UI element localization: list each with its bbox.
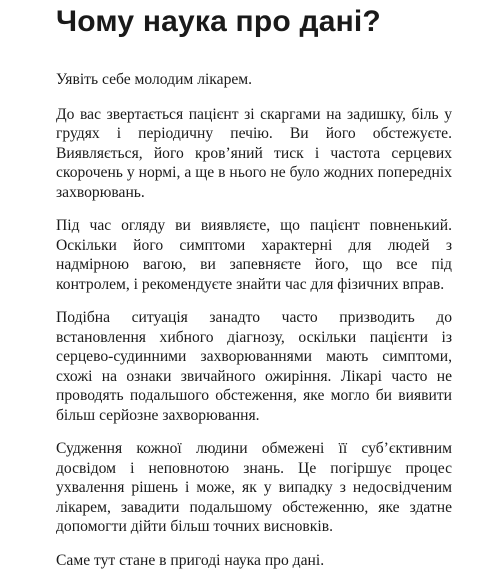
paragraph-3: Під час огляду ви виявляєте, що пацієнт повненький. Оскільки його симптоми характерні для людей з надмірною вагою, ви запевняєте його, що все під контролем, і рекомендуєте знайти час для фізичних вправ. — [56, 216, 452, 294]
page-body — [56, 70, 452, 570]
paragraph-4: Подібна ситуація занадто часто призводить до встановлення хибного діагнозу, оскільки пацієнти із серцево-судинними захворюваннями мають симптоми, схожі на ознаки звичайного ожиріння. Лікарі часто не проводять подальшого обстеження, яке могло би виявити більш серйозне захворювання. — [56, 308, 452, 425]
paragraph-6: Саме тут стане в пригоді наука про дані. — [56, 551, 452, 570]
paragraph-2: До вас звертається пацієнт зі скаргами на задишку, біль у грудях і періодичну печію. Ви його обстежуєте. Виявляється, його кров’яний тиск і частота серцевих скорочень у нормі, а ще в нього не було жодних попередніх захворювань. — [56, 105, 452, 203]
paragraph-1: Уявіть себе молодим лікарем. — [56, 70, 452, 90]
page-title: Чому наука про дані? — [56, 0, 452, 40]
paragraph-5: Судження кожної людини обмежені її суб’єктивним досвідом і неповнотою знань. Це погіршує процес ухвалення рішень і може, як у випадку з недосвідченим лікарем, завадити подальшому обстеженню, яке здатне допомогти дійти більш точних висновків. — [56, 439, 452, 537]
